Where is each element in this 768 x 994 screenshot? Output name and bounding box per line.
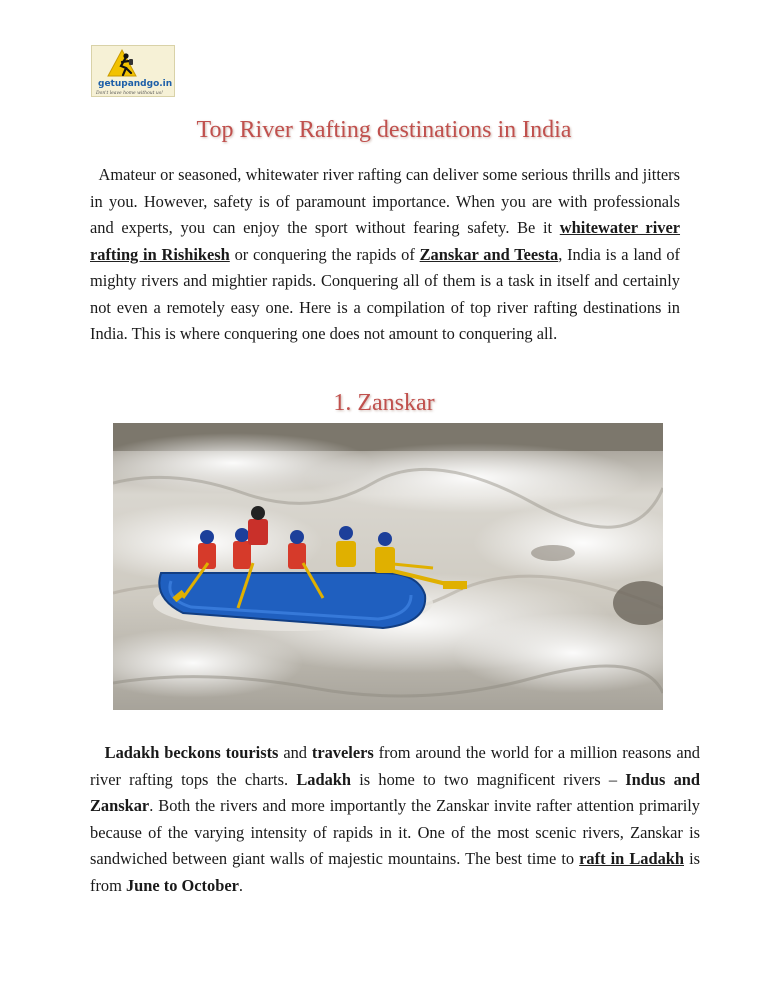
bold-ladakh: Ladakh	[296, 769, 351, 789]
bold-june-to-october: June to October	[125, 875, 239, 895]
intro-text-3: , India is a land of mighty rivers and mightier rapids. Conquering all of them is a task in itself and certainly not even a remotely easy one. Here is a compilation of top river rafting destinations in India. This is where conquering one does not amount to conquering all.	[90, 244, 680, 343]
page-title: Top River Rafting destinations in India	[196, 117, 572, 143]
intro-paragraph	[90, 162, 680, 348]
bold-ladakh-beckons: Ladakh beckons tourists	[104, 743, 279, 762]
zanskar-text-4: . Both the rivers and more importantly the Zanskar invite rafter attention primarily because of the varying intensity of rapids in it. One of the most scenic rivers, Zanskar is sandwiched between giant walls of majestic mountains. The best time to	[90, 796, 700, 868]
site-logo[interactable]	[91, 45, 175, 97]
logo-tagline: Don't leave home without us!	[96, 91, 163, 96]
zanskar-paragraph	[90, 740, 700, 899]
raft-in-ladakh-link[interactable]: raft in Ladakh	[579, 849, 685, 868]
zanskar-text-5: is from	[90, 849, 701, 895]
zanskar-text-2: from around the world for a million reasons and river rafting tops the charts.	[90, 743, 700, 789]
zanskar-text-1: and	[278, 743, 312, 762]
rafting-photo-graphic	[113, 423, 663, 710]
logo-graphic	[92, 46, 175, 97]
bold-indus-zanskar: Indus and Zanskar	[90, 769, 701, 815]
zanskar-teesta-link[interactable]: Zanskar and Teesta	[419, 244, 559, 264]
bold-travelers: travelers	[311, 743, 374, 762]
intro-text-2: or conquering the rapids of	[229, 244, 420, 264]
intro-text-1: Amateur or seasoned, whitewater river rafting can deliver some serious thrills and jitters in you. However, safety is of paramount importance. When you are with professionals and experts, you can enjoy the sport without fearing safety. Be it	[90, 165, 680, 237]
zanskar-text-3: is home to two magnificent rivers –	[351, 769, 626, 789]
rafting-photo	[113, 423, 663, 710]
section-heading-zanskar: 1. Zanskar	[333, 390, 435, 416]
logo-brand-text: getupandgo.in	[98, 79, 173, 89]
rishikesh-link[interactable]: whitewater river rafting in Rishikesh	[90, 218, 681, 264]
zanskar-text-6: .	[238, 875, 243, 895]
